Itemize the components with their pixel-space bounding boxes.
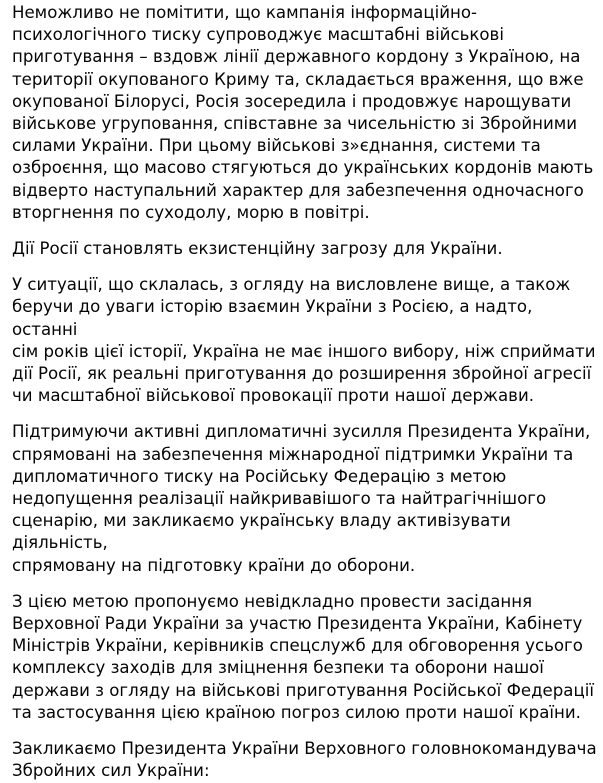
post-paragraph: У ситуації, що склалась, з огляду на висловлене вище, а також беручи до уваги історію взаємин України з Росією, а надто, останні сім років цієї історії, Україна не має іншого вибору, ніж сприймати дії Росії, як реальні приготування до розширення збройної агресії чи масштабної військової провокації проти нашої держави.: [12, 275, 596, 406]
post-paragraph: Дії Росії становлять екзистенційну загрозу для України.: [12, 239, 503, 259]
post-paragraph: Закликаємо Президента України Верховного головнокомандувача Збройних сил України:: [12, 739, 597, 781]
post-paragraph: Підтримуючи активні дипломатичні зусилля Президента України, спрямовані на забезпечення міжнародної підтримки України та дипломатичного тиску на Російську Федерацію з метою недопущення реалізації найкривавішого та найтрагічнішого сценарію, ми закликаємо українську владу активізувати діяльність, спрямовану на підготовку країни до оборони.: [12, 422, 591, 575]
post-paragraph: Неможливо не помітити, що кампанія інформаційно- психологічного тиску супроводжує масштабні військові приготування – вздовж лінії державного кордону з Україною, на території окупованого Криму та, складається враження, що вже окупованої Білорусі, Росія зосередила і продовжує нарощувати військове угруповання, співставне за чисельністю зі Збройними силами України. При цьому військові з»єднання, системи та озброєння, що масово стягуються до українських кордонів мають відверто наступальний характер для забезпечення одночасного вторгнення по суходолу, морю в повітрі.: [12, 3, 594, 222]
post-paragraph: З цією метою пропонуємо невідкладно провести засідання Верховної Ради України за участю Президента України, Кабінету Міністрів України, керівників спецслужб для обговорення усього комплексу заходів для зміцнення безпеки та оборони нашої держави з огляду на військові приготування Російської Федерації та застосування цією країною погроз силою проти нашої країни.: [12, 591, 594, 722]
